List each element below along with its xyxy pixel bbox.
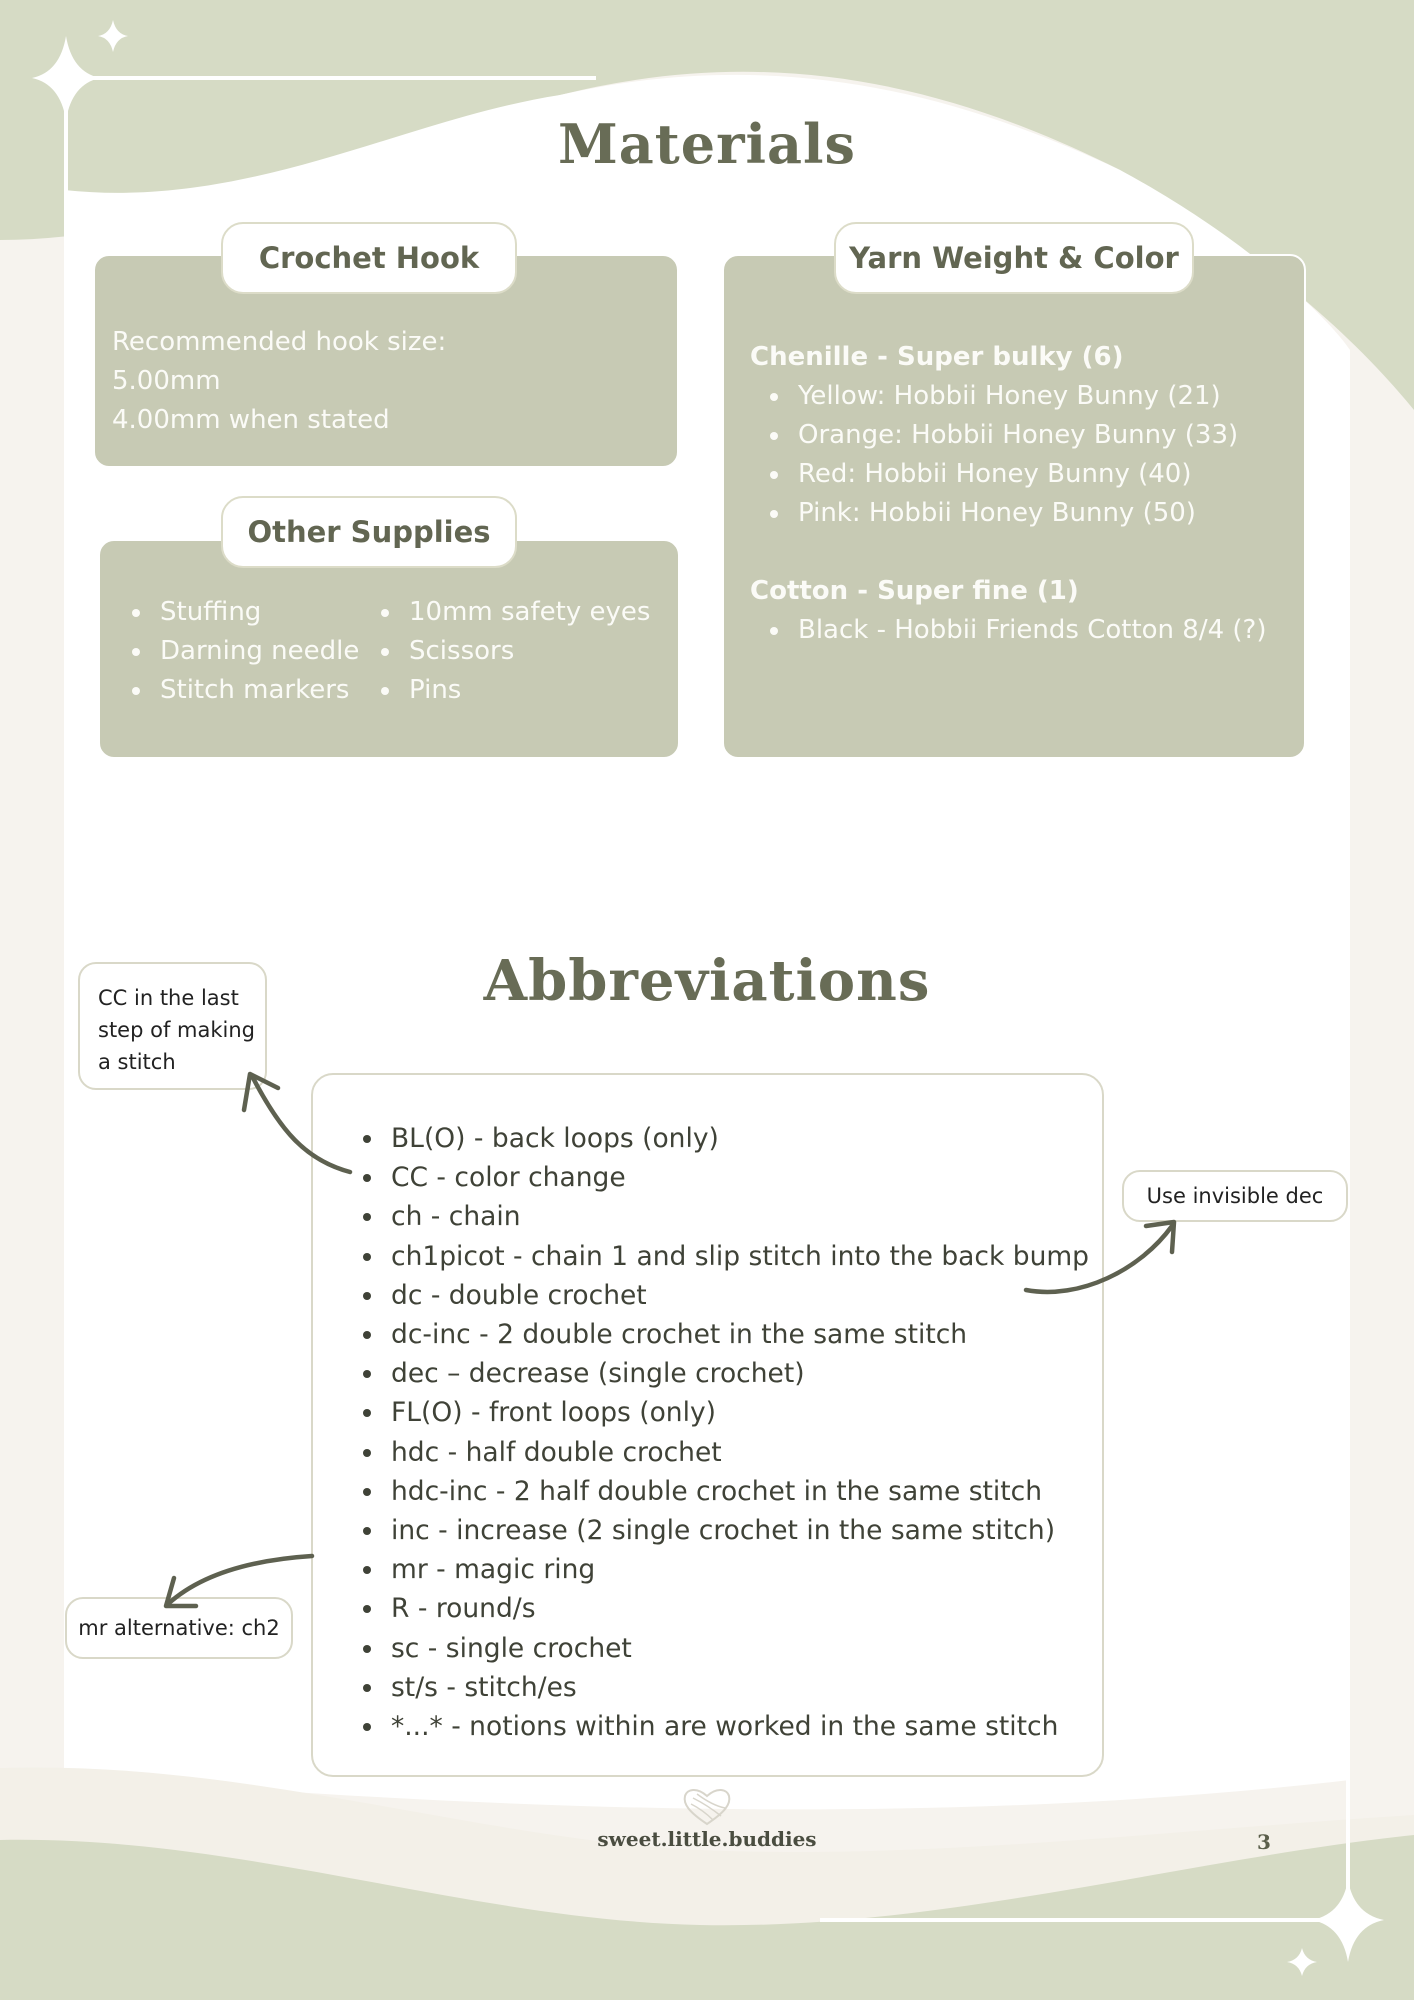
abbreviations-heading: Abbreviations [483, 948, 931, 1014]
list-item: 10mm safety eyes [361, 593, 650, 632]
list-item: mr - magic ring [313, 1550, 1102, 1589]
materials-heading: Materials [558, 112, 856, 176]
yarn-tab [834, 222, 1194, 294]
list-item: dc-inc - 2 double crochet in the same stitch [313, 1315, 1102, 1354]
yarn-group-heading: Chenille - Super bulky (6) [750, 342, 1124, 372]
list-item: CC - color change [313, 1158, 1102, 1197]
list-item: dc - double crochet [313, 1276, 1102, 1315]
list-item: ch1picot - chain 1 and slip stitch into the back bump [313, 1237, 1102, 1276]
other-supplies-tab-label: Other Supplies [247, 515, 491, 549]
other-supplies-panel [98, 539, 680, 759]
list-item: inc - increase (2 single crochet in the same stitch) [313, 1511, 1102, 1550]
list-item: Stitch markers [112, 671, 359, 710]
mr-note-text: mr alternative: ch2 [78, 1616, 280, 1640]
list-item: R - round/s [313, 1589, 1102, 1628]
cc-note-line: CC in the last [98, 986, 239, 1010]
crochet-hook-tab [221, 222, 517, 294]
hook-size-primary: 5.00mm [112, 366, 221, 396]
mr-note [65, 1597, 293, 1659]
list-item: hdc-inc - 2 half double crochet in the same stitch [313, 1472, 1102, 1511]
list-item: Orange: Hobbii Honey Bunny (33) [750, 416, 1267, 455]
yarn-list-cotton [750, 611, 1267, 650]
list-item: Stuffing [112, 593, 359, 632]
yarn-tab-label: Yarn Weight & Color [849, 241, 1179, 275]
brand-name: sweet.little.buddies [597, 1827, 817, 1851]
dec-note [1122, 1170, 1348, 1222]
yarn-heart-icon [681, 1786, 733, 1826]
list-item: BL(O) - back loops (only) [313, 1119, 1102, 1158]
list-item: Pink: Hobbii Honey Bunny (50) [750, 494, 1267, 533]
list-item: *...* - notions within are worked in the same stitch [313, 1707, 1102, 1746]
list-item: Yellow: Hobbii Honey Bunny (21) [750, 377, 1267, 416]
list-item: ch - chain [313, 1197, 1102, 1236]
cc-note [78, 962, 267, 1090]
abbreviations-list [313, 1075, 1102, 1746]
list-item: Red: Hobbii Honey Bunny (40) [750, 455, 1267, 494]
yarn-list-chenille [750, 377, 1267, 533]
list-item: FL(O) - front loops (only) [313, 1393, 1102, 1432]
cc-note-line: step of making [98, 1018, 255, 1042]
list-item: dec – decrease (single crochet) [313, 1354, 1102, 1393]
abbreviations-box [311, 1073, 1104, 1777]
list-item: Darning needle [112, 632, 359, 671]
hook-size-label: Recommended hook size: [112, 327, 447, 357]
list-item: Scissors [361, 632, 650, 671]
supplies-list-col1 [112, 593, 359, 710]
list-item: Pins [361, 671, 650, 710]
list-item: Black - Hobbii Friends Cotton 8/4 (?) [750, 611, 1267, 650]
other-supplies-tab [221, 496, 517, 568]
yarn-panel [722, 254, 1306, 759]
list-item: st/s - stitch/es [313, 1668, 1102, 1707]
dec-note-text: Use invisible dec [1146, 1184, 1324, 1208]
cc-note-line: a stitch [98, 1050, 176, 1074]
hook-size-alt: 4.00mm when stated [112, 405, 390, 435]
yarn-group-heading: Cotton - Super fine (1) [750, 576, 1079, 606]
supplies-list-col2 [361, 593, 650, 710]
page-number: 3 [1257, 1830, 1271, 1854]
list-item: sc - single crochet [313, 1629, 1102, 1668]
crochet-hook-tab-label: Crochet Hook [258, 241, 480, 275]
list-item: hdc - half double crochet [313, 1433, 1102, 1472]
